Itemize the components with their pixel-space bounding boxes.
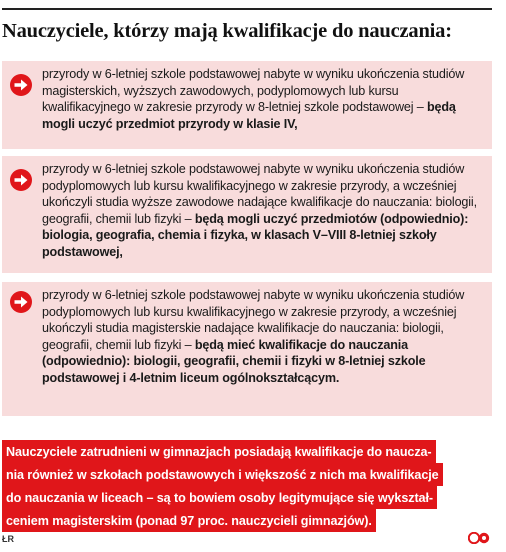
list-item-text: przyrody w 6-letniej szkole podstawowej nabyte w wyniku ukończenia studiów magisterskich, wyższych zawodowych, podyplomowych lub kursu kwalifikacyjnego w zakresie przyrody w 8-letniej szkole podstawowej – będą mogli uczyć przedmiot przyrody w klasie IV, xyxy=(42,67,465,131)
source-credit: ŁR xyxy=(2,534,14,544)
list-item xyxy=(2,156,492,273)
list-item xyxy=(2,282,492,416)
top-divider xyxy=(2,8,492,10)
arrow-right-circle-icon xyxy=(9,73,33,97)
list-item xyxy=(2,61,492,149)
note-line: Nauczyciele zatrudnieni w gimnazjach posiadają kwalifikacje do naucza- xyxy=(2,440,436,463)
page-title: Nauczyciele, którzy mają kwalifikacje do nauczania: xyxy=(2,20,452,42)
arrow-right-circle-icon xyxy=(9,168,33,192)
note-line: nia również w szkołach podstawowych i większość z nich ma kwalifikacje xyxy=(2,463,443,486)
highlight-note xyxy=(2,440,492,532)
note-line: do nauczania w liceach – są to bowiem osoby legitymujące się wykształ- xyxy=(2,486,437,509)
list-item-text: przyrody w 6-letniej szkole podstawowej nabyte w wyniku ukończenia studiów podyplomowych lub kursu kwalifikacyjnego w zakresie przyrody, a wcześniej ukończyli studia wyższe zawodowe nadające kwalifikacje do nauczania: biologii, geografii, chemii lub fizyki – będą mogli uczyć przedmiotów (odpowiednio): biologia, geografia, chemia i fizyka, w klasach V–VIII 8-letniej szkoły podstawowej, xyxy=(42,162,477,259)
note-line: ceniem magisterskim (ponad 97 proc. nauczycieli gimnazjów). xyxy=(2,509,376,532)
arrow-right-circle-icon xyxy=(9,290,33,314)
gp-logo-icon xyxy=(468,532,490,544)
list-item-text: przyrody w 6-letniej szkole podstawowej nabyte w wyniku ukończenia studiów podyplomowych lub kursu kwalifikacyjnego w zakresie przyrody, a wcześniej ukończyli studia magisterskie nadające kwalifikacje do nauczania: biologii, geografii, chemii lub fizyki – będą mieć kwalifikacje do nauczania (odpowiednio): biologii, geografii, chemii i fizyki w 8-letniej szkole podstawowej i 4-letnim liceum ogólnokształcącym. xyxy=(42,288,465,385)
